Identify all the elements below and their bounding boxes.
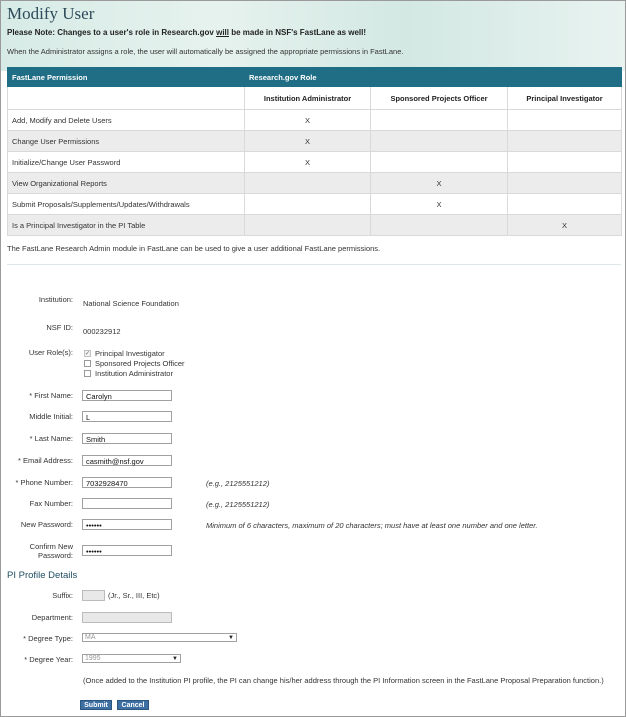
note-text-prefix: Please Note: Changes to a user's role in Research.gov (7, 28, 217, 37)
header-researchgov-role: Research.gov Role (245, 68, 622, 87)
phone-label: * Phone Number: (15, 478, 73, 487)
degree-year-value: 1995 (85, 655, 101, 662)
mark-cell (371, 131, 508, 152)
header-fastlane-permission: FastLane Permission (8, 68, 245, 87)
role-header: Institution Administrator (245, 87, 371, 110)
table-row (8, 110, 622, 131)
role-header: Sponsored Projects Officer (371, 87, 508, 110)
institution-label: Institution: (38, 295, 73, 304)
permission-cell: View Organizational Reports (8, 173, 245, 194)
mark-cell (245, 215, 371, 236)
note-text-underline: will (216, 28, 229, 37)
last-name-label: * Last Name: (29, 434, 73, 443)
role-header: Principal Investigator (508, 87, 622, 110)
table-row (8, 131, 622, 152)
mark-cell (508, 194, 622, 215)
mark-cell: X (508, 215, 622, 236)
user-roles-label: User Role(s): (28, 348, 73, 357)
mark-cell (245, 194, 371, 215)
mark-cell (245, 173, 371, 194)
degree-type-value: MA (85, 634, 96, 641)
fax-label: Fax Number: (29, 499, 73, 508)
submit-button[interactable]: Submit (80, 700, 112, 710)
mark-cell (508, 173, 622, 194)
chevron-down-icon: ▼ (172, 656, 178, 662)
confirm-password-label (1, 542, 73, 560)
institution-value: National Science Foundation (83, 299, 179, 308)
nsf-id-value: 000232912 (83, 327, 121, 336)
phone-hint: (e.g., 2125551212) (206, 479, 270, 488)
pi-profile-heading: PI Profile Details (7, 570, 78, 581)
suffix-hint: (Jr., Sr., III, Etc) (108, 591, 160, 600)
fax-hint: (e.g., 2125551212) (206, 500, 270, 509)
role-checkbox-institution-administrator[interactable] (84, 370, 91, 377)
mark-cell: X (245, 131, 371, 152)
nsf-id-label: NSF ID: (46, 323, 73, 332)
degree-year-label: * Degree Year: (24, 655, 73, 664)
degree-type-label: * Degree Type: (23, 634, 73, 643)
table-row (8, 152, 622, 173)
page-title: Modify User (7, 4, 95, 23)
middle-initial-label: Middle Initial: (29, 412, 73, 421)
role-change-note (7, 28, 366, 37)
mark-cell (508, 152, 622, 173)
pi-address-note: (Once added to the Institution PI profile, the PI can change his/her address through the PI Information screen in the FastLane Proposal Preparation function.) (83, 676, 604, 685)
role-checkbox-principal-investigator[interactable]: ✓ (85, 351, 91, 357)
mark-cell (508, 110, 622, 131)
password-hint: Minimum of 6 characters, maximum of 20 characters; must have at least one number and one letter. (206, 521, 538, 530)
degree-year-select[interactable] (82, 654, 181, 663)
role-option-label: Institution Administrator (95, 369, 173, 378)
first-name-label: * First Name: (29, 391, 73, 400)
degree-type-select[interactable] (82, 633, 237, 642)
research-admin-note: The FastLane Research Admin module in FastLane can be used to give a user additional FastLane permissions. (7, 244, 381, 253)
department-label: Department: (31, 613, 73, 622)
email-label: * Email Address: (17, 456, 73, 465)
mark-cell: X (245, 152, 371, 173)
last-name-input[interactable]: Smith (82, 433, 172, 444)
chevron-down-icon: ▼ (228, 635, 234, 641)
intro-text: When the Administrator assigns a role, the user will automatically be assigned the appropriate permissions in FastLane. (7, 47, 404, 56)
permission-cell: Submit Proposals/Supplements/Updates/Withdrawals (8, 194, 245, 215)
mark-cell: X (371, 173, 508, 194)
new-password-label: New Password: (20, 520, 73, 529)
middle-initial-input[interactable]: L (82, 411, 172, 422)
permissions-table (7, 67, 622, 236)
table-row (8, 194, 622, 215)
confirm-password-label-line1: Confirm New (29, 542, 73, 551)
role-option-label: Sponsored Projects Officer (95, 359, 185, 368)
phone-input[interactable]: 7032928470 (82, 477, 172, 488)
role-checkbox-sponsored-projects-officer[interactable] (84, 360, 91, 367)
department-input[interactable] (82, 612, 172, 623)
email-input[interactable]: casmith@nsf.gov (82, 455, 172, 466)
confirm-password-label-line2: Password: (37, 551, 73, 560)
permission-cell: Is a Principal Investigator in the PI Table (8, 215, 245, 236)
mark-cell: X (245, 110, 371, 131)
fax-input[interactable] (82, 498, 172, 509)
note-text-suffix: be made in NSF's FastLane as well! (228, 28, 367, 37)
mark-cell (371, 110, 508, 131)
new-password-input[interactable]: •••••• (82, 519, 172, 530)
section-divider (7, 264, 621, 265)
permission-cell: Add, Modify and Delete Users (8, 110, 245, 131)
mark-cell: X (371, 194, 508, 215)
suffix-label: Suffix: (52, 591, 73, 600)
permission-cell: Change User Permissions (8, 131, 245, 152)
mark-cell (371, 215, 508, 236)
role-option-label: Principal Investigator (95, 349, 165, 358)
table-row (8, 173, 622, 194)
table-row (8, 215, 622, 236)
confirm-password-input[interactable]: •••••• (82, 545, 172, 556)
cancel-button[interactable]: Cancel (117, 700, 149, 710)
mark-cell (371, 152, 508, 173)
mark-cell (508, 131, 622, 152)
first-name-input[interactable]: Carolyn (82, 390, 172, 401)
permission-cell: Initialize/Change User Password (8, 152, 245, 173)
header-blank (8, 87, 245, 110)
suffix-input[interactable] (82, 590, 105, 601)
